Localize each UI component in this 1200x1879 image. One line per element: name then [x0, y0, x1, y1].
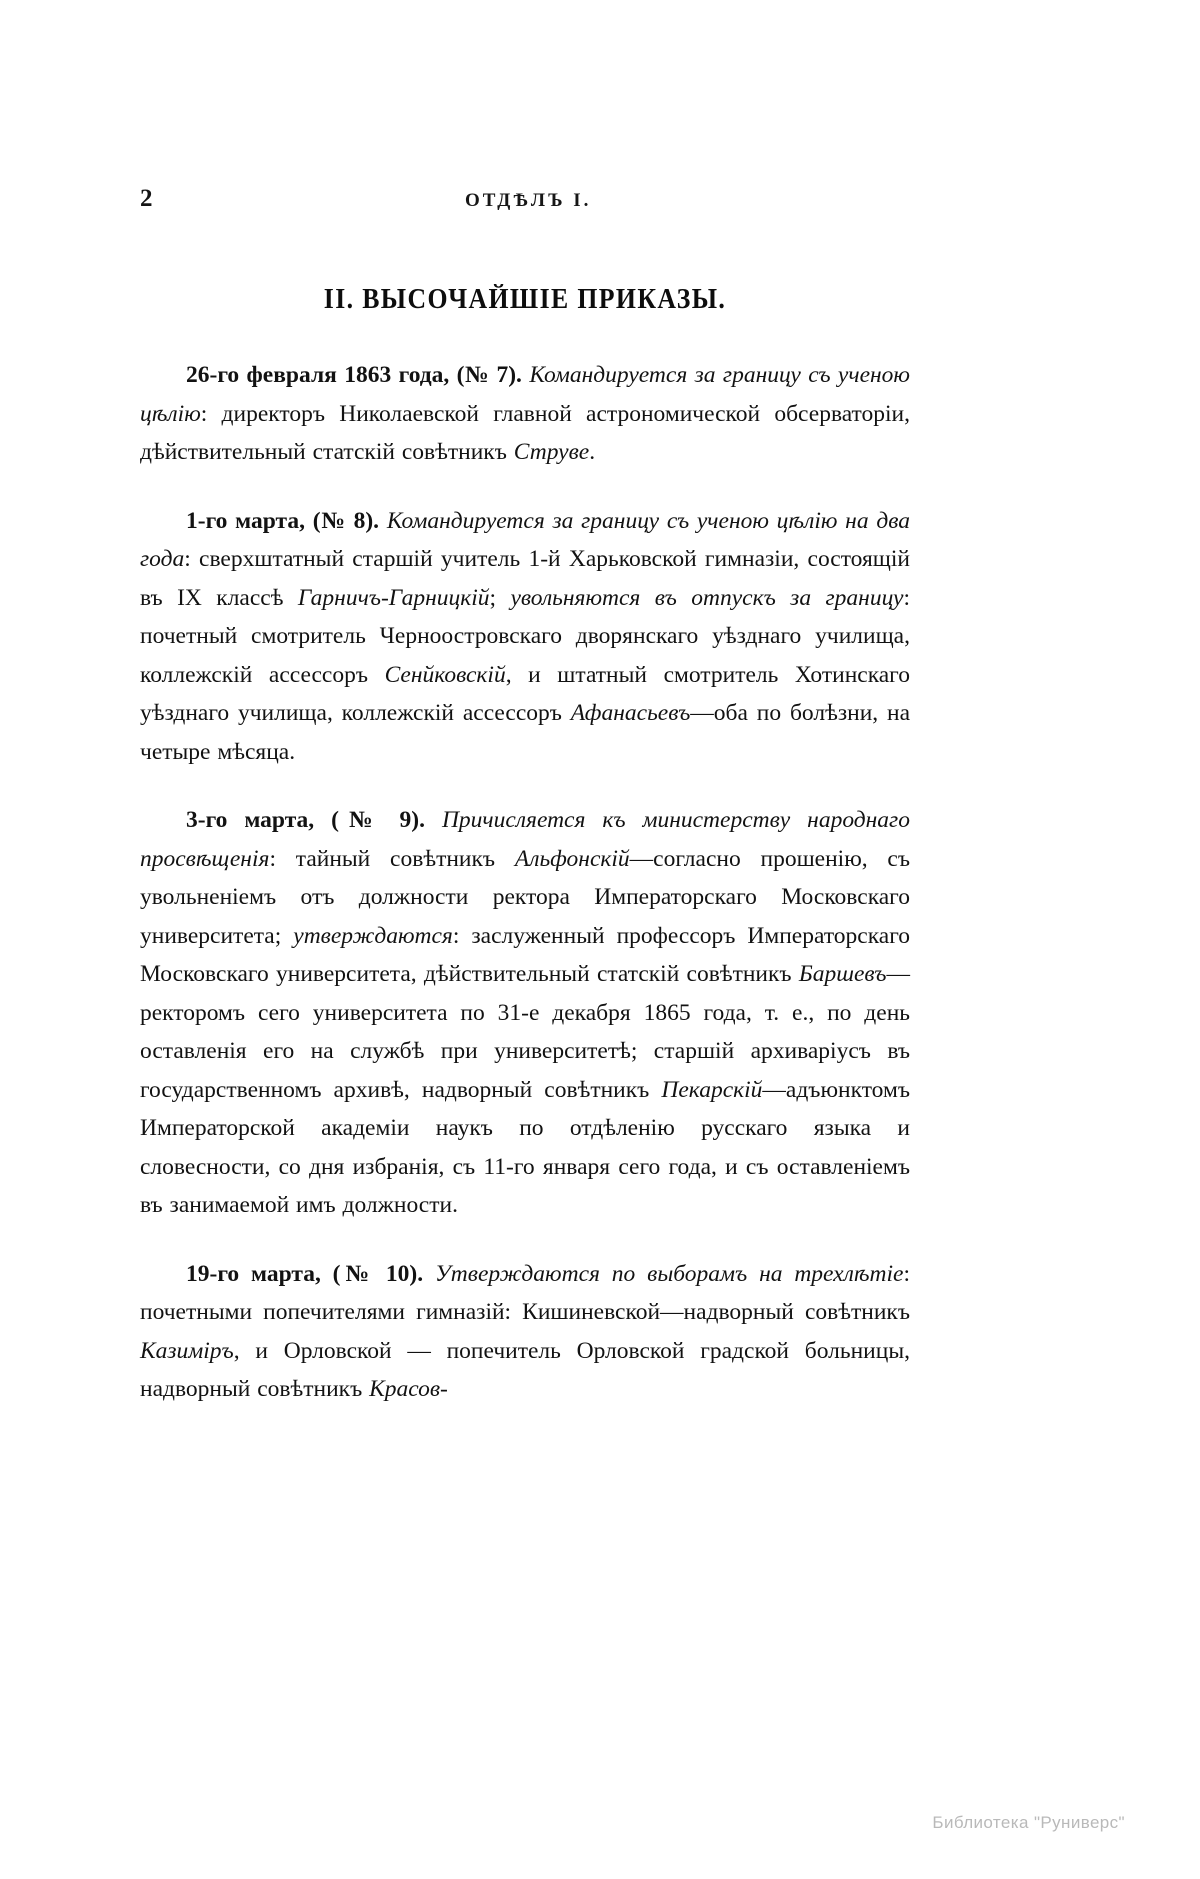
text-run: : директоръ Николаевской главной астрономической обсерваторіи, дѣйствительный статскій совѣтникъ — [140, 400, 910, 465]
text-run: Гарничъ-Гарницкій — [297, 584, 490, 611]
text-run: . — [589, 439, 596, 465]
running-head: ОТДѢЛЪ I. — [465, 190, 592, 211]
text-run: Альфонскій — [514, 845, 630, 872]
text-run: Афанасьевъ — [570, 700, 691, 726]
page-header — [140, 185, 910, 219]
text-run: : тайный совѣтникъ — [269, 845, 515, 872]
text-run: —оба по болѣзни, на четыре мѣсяца. — [140, 700, 910, 765]
paragraph-order-8 — [140, 502, 910, 772]
text-run: 19-го марта, (№ 10). — [186, 1260, 435, 1287]
text-run: 1-го марта, (№ 8). — [186, 507, 387, 534]
paragraph-order-9 — [140, 801, 910, 1225]
text-run: Струве — [513, 439, 590, 465]
paragraph-order-7 — [140, 356, 910, 472]
section-title: II. ВЫСОЧАЙШІЕ ПРИКАЗЫ. — [323, 284, 727, 315]
text-run: Красов- — [369, 1376, 448, 1402]
text-run: Пекарскій — [661, 1076, 763, 1103]
page-content — [140, 185, 910, 1409]
text-run: : заслуженный профессоръ Императорскаго Московскаго университета, дѣйствительный статскій совѣтникъ — [140, 922, 911, 987]
text-run: 3-го марта, (№ 9). — [186, 807, 442, 833]
text-run: Командируется за границу съ ученою цѣлію на два года — [140, 507, 910, 572]
text-run: : почетными попечителями гимназій: Кишиневской—надворный совѣтникъ — [140, 1260, 910, 1325]
text-run: Казиміръ — [140, 1337, 234, 1364]
text-run: Баршевъ — [798, 961, 887, 987]
text-run: ; — [489, 584, 511, 611]
text-run: увольняются въ отпускъ за границу — [510, 584, 904, 611]
paragraph-order-10 — [140, 1255, 910, 1409]
text-run: утверждаются — [293, 922, 453, 949]
text-run: , и штатный смотритель Хотинскаго уѣзднаго училища, коллежскій ассессоръ — [140, 661, 910, 726]
text-run: —ректоромъ сего университета по 31-е декабря 1865 года, т. е., по день оставленія его на службѣ при университетѣ; старшій архиваріусъ въ государственномъ архивѣ, надворный совѣтникъ — [140, 961, 910, 1103]
text-run: —адъюнктомъ Императорской академіи наукъ по отдѣленію русскаго языка и словесности, со дня избранія, съ 11-го января сего года, и съ оставленіемъ въ занимаемой имъ должности. — [140, 1076, 910, 1218]
text-run: Причисляется къ министерству народнаго просвѣщенія — [140, 807, 910, 872]
library-watermark: Библиотека "Руниверс" — [932, 1813, 1125, 1832]
text-run: —согласно прошенію, съ увольненіемъ отъ должности ректора Императорскаго Московскаго университета; — [140, 845, 910, 949]
text-run: 26-го февраля 1863 года, (№ 7). — [186, 362, 530, 388]
text-run: : сверхштатный старшій учитель 1-й Харьковской гимназіи, состоящій въ IX классѣ — [140, 546, 910, 611]
text-run: Сенйковскій — [384, 661, 506, 688]
text-run: Утверждаются по выборамъ на трехлѣтіе — [434, 1260, 904, 1287]
text-run: , и Орловской — попечитель Орловской градской больницы, надворный совѣтникъ — [140, 1337, 910, 1402]
text-run: Командируется за границу съ ученою цѣлію — [140, 362, 910, 427]
page-number: 2 — [140, 185, 153, 212]
text-run: : почетный смотритель Черноостровскаго дворянскаго уѣзднаго училища, коллежскій ассессоръ — [140, 584, 910, 688]
